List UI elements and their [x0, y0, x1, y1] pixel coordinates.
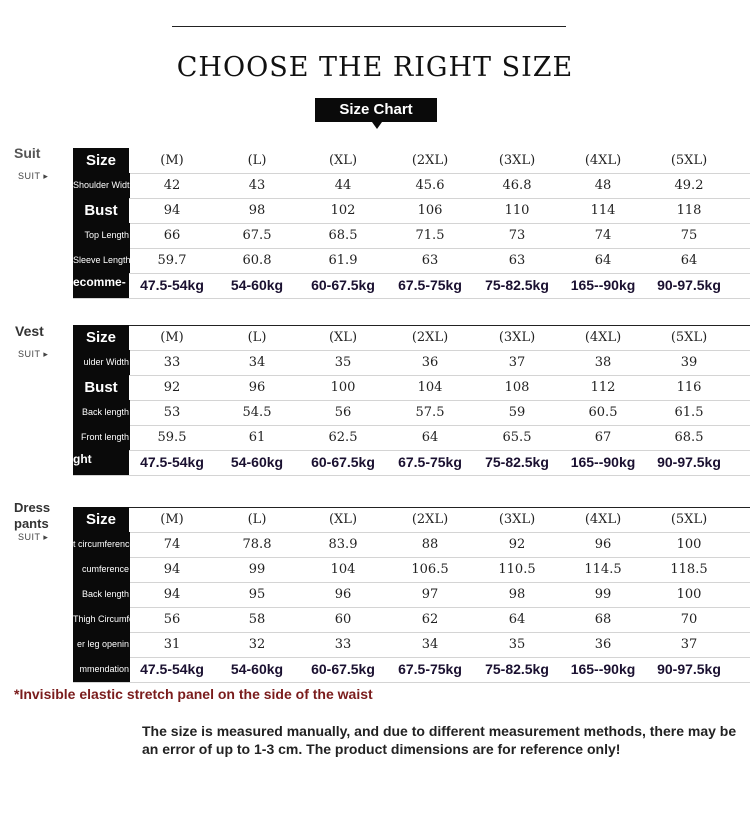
table-cell: 56	[334, 405, 352, 420]
table-cell: 42	[163, 178, 181, 193]
pants-label-line2: pants	[14, 516, 49, 531]
table-row	[73, 148, 750, 174]
size-header: (5XL)	[670, 330, 708, 345]
table-cell: 58	[248, 612, 266, 627]
table-row	[73, 248, 750, 274]
table-cell: 102	[330, 203, 356, 218]
table-cell: 75	[680, 228, 698, 243]
table-cell: 46.8	[502, 178, 532, 193]
table-cell: 96	[594, 537, 612, 552]
table-row	[73, 632, 750, 658]
table-cell: 110	[504, 203, 530, 218]
row-label: Bust	[73, 375, 129, 400]
table-row	[73, 198, 750, 224]
table-cell: 96	[334, 587, 352, 602]
table-cell: 61.9	[328, 253, 358, 268]
table-cell: 60-67.5kg	[311, 661, 375, 677]
table-cell: 56	[163, 612, 181, 627]
row-label: mmendation	[73, 657, 130, 682]
page-title: CHOOSE THE RIGHT SIZE	[176, 52, 574, 83]
table-cell: 64	[421, 430, 439, 445]
table-cell: 67.5	[242, 228, 272, 243]
table-cell: 100	[330, 380, 356, 395]
table-cell: 67.5-75kg	[398, 454, 462, 470]
row-label: Top Length	[73, 223, 130, 248]
vest-section-label: Vest	[15, 323, 44, 339]
size-header: (5XL)	[670, 512, 708, 527]
table-row	[73, 223, 750, 249]
table-cell: 67.5-75kg	[398, 661, 462, 677]
table-cell: 75-82.5kg	[485, 454, 549, 470]
table-cell: 36	[594, 637, 612, 652]
table-cell: 104	[417, 380, 443, 395]
table-cell: 108	[504, 380, 530, 395]
table-cell: 98	[508, 587, 526, 602]
table-cell: 64	[508, 612, 526, 627]
table-row	[73, 325, 750, 351]
size-header: (2XL)	[411, 153, 449, 168]
size-header: (L)	[247, 153, 267, 168]
table-cell: 110.5	[498, 562, 536, 577]
table-cell: 95	[248, 587, 266, 602]
table-cell: 48	[594, 178, 612, 193]
table-cell: 36	[421, 355, 439, 370]
table-row	[73, 582, 750, 608]
table-cell: 60.5	[588, 405, 618, 420]
play-arrow-icon: ▸	[43, 349, 49, 359]
row-label: cumference	[73, 557, 130, 582]
table-cell: 106	[417, 203, 443, 218]
table-cell: 90-97.5kg	[657, 277, 721, 293]
table-cell: 75-82.5kg	[485, 661, 549, 677]
row-label: Front length	[73, 425, 130, 450]
table-row	[73, 507, 750, 533]
table-cell: 90-97.5kg	[657, 661, 721, 677]
row-label: ecomme-	[73, 273, 129, 298]
table-cell: 68	[594, 612, 612, 627]
table-cell: 54-60kg	[230, 277, 284, 293]
table-cell: 118.5	[670, 562, 708, 577]
table-cell: 34	[421, 637, 439, 652]
table-cell: 118	[676, 203, 702, 218]
size-header: (3XL)	[498, 330, 536, 345]
table-cell: 74	[594, 228, 612, 243]
size-header: (M)	[160, 153, 184, 168]
table-cell: 104	[330, 562, 356, 577]
table-cell: 114.5	[584, 562, 622, 577]
table-cell: 116	[676, 380, 702, 395]
table-cell: 96	[248, 380, 266, 395]
table-cell: 98	[248, 203, 266, 218]
pants-section-label	[14, 500, 50, 532]
row-label: Size	[73, 507, 129, 532]
table-cell: 94	[163, 587, 181, 602]
table-cell: 34	[248, 355, 266, 370]
table-cell: 33	[334, 637, 352, 652]
row-label: ulder Width	[73, 350, 130, 375]
table-row	[73, 350, 750, 376]
table-cell: 94	[163, 562, 181, 577]
row-label: Back length	[73, 400, 130, 425]
table-cell: 70	[680, 612, 698, 627]
size-header: (XL)	[328, 512, 358, 527]
size-header: (3XL)	[498, 512, 536, 527]
suit-tag: SUIT ▸	[18, 171, 49, 181]
table-cell: 54-60kg	[230, 661, 284, 677]
table-cell: 44	[334, 178, 352, 193]
table-cell: 39	[680, 355, 698, 370]
row-label: er leg openin	[73, 632, 130, 657]
table-cell: 65.5	[502, 430, 532, 445]
table-cell: 62	[421, 612, 439, 627]
table-cell: 63	[508, 253, 526, 268]
table-cell: 106.5	[411, 562, 449, 577]
table-cell: 59	[508, 405, 526, 420]
table-cell: 68.5	[328, 228, 358, 243]
play-arrow-icon: ▸	[43, 532, 49, 542]
size-header: (4XL)	[584, 330, 622, 345]
table-cell: 165--90kg	[570, 454, 636, 470]
table-cell: 78.8	[242, 537, 272, 552]
table-cell: 57.5	[415, 405, 445, 420]
table-cell: 74	[163, 537, 181, 552]
table-cell: 31	[163, 637, 181, 652]
size-header: (4XL)	[584, 153, 622, 168]
row-label: Back length	[73, 582, 130, 607]
row-label: Sleeve Length	[73, 248, 130, 273]
table-cell: 61	[248, 430, 266, 445]
table-row	[73, 375, 750, 401]
table-cell: 33	[163, 355, 181, 370]
badge-pointer	[372, 122, 382, 129]
table-cell: 37	[508, 355, 526, 370]
table-cell: 100	[676, 587, 702, 602]
table-cell: 59.5	[157, 430, 187, 445]
size-header: (L)	[247, 330, 267, 345]
table-row	[73, 450, 750, 476]
table-cell: 45.6	[415, 178, 445, 193]
table-cell: 64	[680, 253, 698, 268]
table-row	[73, 657, 750, 683]
table-cell: 54.5	[242, 405, 272, 420]
table-cell: 99	[594, 587, 612, 602]
table-cell: 60-67.5kg	[311, 277, 375, 293]
table-cell: 62.5	[328, 430, 358, 445]
suit-tag: SUIT ▸	[18, 349, 49, 359]
table-cell: 88	[421, 537, 439, 552]
table-cell: 75-82.5kg	[485, 277, 549, 293]
table-cell: 35	[508, 637, 526, 652]
table-cell: 68.5	[674, 430, 704, 445]
table-cell: 67.5-75kg	[398, 277, 462, 293]
size-header: (XL)	[328, 330, 358, 345]
table-cell: 67	[594, 430, 612, 445]
table-cell: 53	[163, 405, 181, 420]
play-arrow-icon: ▸	[43, 171, 49, 181]
top-divider	[172, 26, 566, 27]
table-cell: 35	[334, 355, 352, 370]
suit-tag: SUIT ▸	[18, 532, 49, 542]
table-cell: 47.5-54kg	[140, 454, 204, 470]
table-cell: 60.8	[242, 253, 272, 268]
table-row	[73, 400, 750, 426]
size-header: (5XL)	[670, 153, 708, 168]
table-cell: 43	[248, 178, 266, 193]
row-label: Size	[73, 325, 129, 350]
table-cell: 83.9	[328, 537, 358, 552]
row-label: t circumference	[73, 532, 130, 557]
table-cell: 165--90kg	[570, 277, 636, 293]
table-cell: 38	[594, 355, 612, 370]
table-cell: 73	[508, 228, 526, 243]
table-cell: 60	[334, 612, 352, 627]
table-cell: 60-67.5kg	[311, 454, 375, 470]
table-cell: 32	[248, 637, 266, 652]
size-header: (L)	[247, 512, 267, 527]
table-cell: 63	[421, 253, 439, 268]
table-row	[73, 173, 750, 199]
table-cell: 100	[676, 537, 702, 552]
suit-section-label: Suit	[14, 145, 41, 161]
table-cell: 49.2	[674, 178, 704, 193]
table-cell: 64	[594, 253, 612, 268]
table-cell: 59.7	[157, 253, 187, 268]
table-row	[73, 557, 750, 583]
size-header: (M)	[160, 512, 184, 527]
table-row	[73, 532, 750, 558]
table-cell: 114	[590, 203, 616, 218]
size-header: (2XL)	[411, 512, 449, 527]
table-cell: 99	[248, 562, 266, 577]
table-row	[73, 607, 750, 633]
table-cell: 92	[163, 380, 181, 395]
row-label: Bust	[73, 198, 129, 223]
table-cell: 94	[163, 203, 181, 218]
size-header: (XL)	[328, 153, 358, 168]
elastic-footnote: *Invisible elastic stretch panel on the side of the waist	[14, 686, 373, 702]
size-header: (3XL)	[498, 153, 536, 168]
pants-label-line1: Dress	[14, 500, 51, 515]
size-header: (4XL)	[584, 512, 622, 527]
table-cell: 90-97.5kg	[657, 454, 721, 470]
row-label: Shoulder Width	[73, 173, 130, 198]
table-cell: 47.5-54kg	[140, 661, 204, 677]
table-cell: 92	[508, 537, 526, 552]
measurement-disclaimer: The size is measured manually, and due to different measurement methods, there may be an error of up to 1-3 cm. The product dimensions are for reference only!	[142, 723, 737, 757]
table-cell: 97	[421, 587, 439, 602]
table-cell: 165--90kg	[570, 661, 636, 677]
size-header: (M)	[160, 330, 184, 345]
table-cell: 66	[163, 228, 181, 243]
table-cell: 112	[590, 380, 616, 395]
row-label: Thigh Circumference	[73, 607, 130, 632]
row-label: ght	[73, 450, 129, 475]
size-chart-badge: Size Chart	[315, 98, 437, 122]
table-cell: 61.5	[674, 405, 704, 420]
table-cell: 47.5-54kg	[140, 277, 204, 293]
row-label: Size	[73, 148, 129, 173]
table-cell: 37	[680, 637, 698, 652]
table-cell: 71.5	[415, 228, 445, 243]
table-row	[73, 273, 750, 299]
size-header: (2XL)	[411, 330, 449, 345]
table-row	[73, 425, 750, 451]
table-cell: 54-60kg	[230, 454, 284, 470]
